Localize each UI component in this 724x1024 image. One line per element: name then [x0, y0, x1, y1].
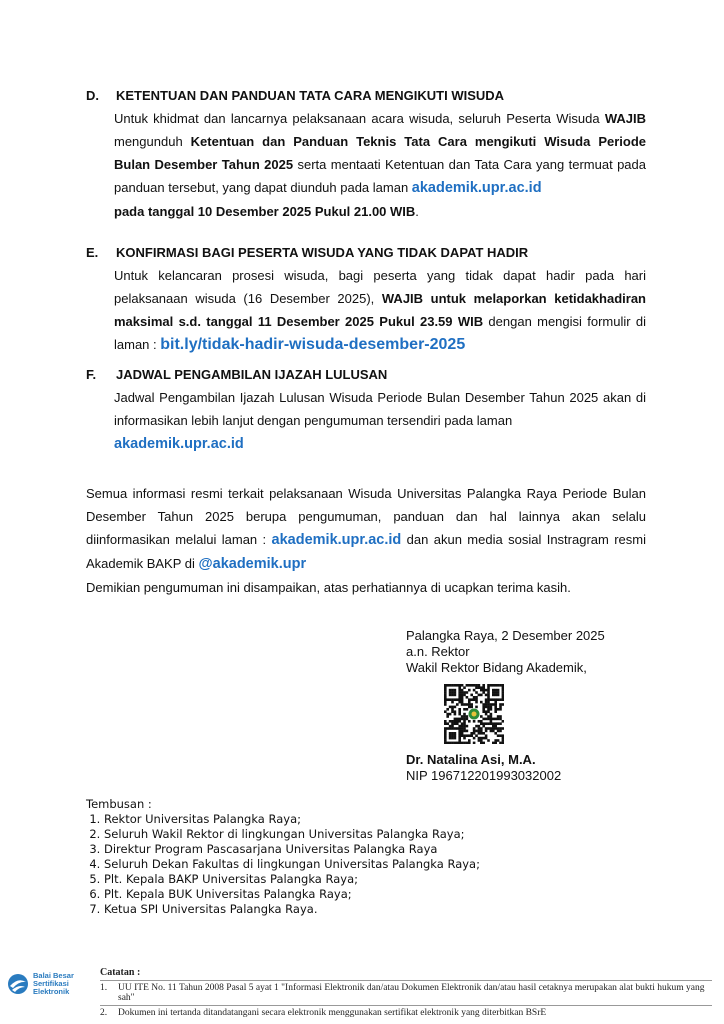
note-text: Dokumen ini tertanda ditandatangani secara elektronik menggunakan sertifikat elektronik yang diterbitkan BSrE: [118, 1008, 547, 1018]
instagram-link[interactable]: @akademik.upr: [198, 556, 307, 572]
list-item: 6. Plt. Kepala BUK Universitas Palangka Raya;: [104, 887, 480, 902]
section-f-title: JADWAL PENGAMBILAN IJAZAH LULUSAN: [116, 367, 388, 382]
bsre-logo: [6, 972, 74, 996]
signer-nip: NIP 196712201993032002: [406, 768, 562, 783]
akademik-link[interactable]: akademik.upr.ac.id: [411, 180, 542, 196]
catatan-block: [100, 968, 712, 1018]
text-span: Untuk kelancaran prosesi wisuda, bagi peserta yang tidak dapat hadir pada hari pelaksanaan wisuda (16 Desember 2025),: [114, 268, 646, 306]
text-span: dengan mengisi formulir di laman :: [114, 314, 646, 352]
tembusan-list: [86, 812, 480, 917]
section-e-body: [114, 264, 646, 356]
divider: [100, 980, 712, 981]
form-link[interactable]: bit.ly/tidak-hadir-wisuda-desember-2025: [160, 336, 466, 353]
text-span: Jadwal Pengambilan Ijazah Lulusan Wisuda Periode Bulan Desember Tahun 2025 akan di informasikan lebih lanjut dengan pengumuman tersendiri pada laman: [114, 390, 646, 428]
list-item: 7. Ketua SPI Universitas Palangka Raya.: [104, 902, 480, 917]
section-e-letter: E.: [86, 245, 99, 260]
section-f-heading: [86, 367, 646, 382]
logo-line: Balai Besar: [33, 971, 74, 980]
section-d-title: KETENTUAN DAN PANDUAN TATA CARA MENGIKUTI WISUDA: [116, 88, 505, 103]
akademik-link[interactable]: akademik.upr.ac.id: [114, 436, 244, 452]
place-date: Palangka Raya, 2 Desember 2025: [406, 628, 605, 643]
bold-span: Ketentuan dan Panduan Teknis Tata Cara mengikuti Wisuda Periode Bulan Desember Tahun 2025: [114, 134, 646, 172]
text-span: dan akun media sosial Instragram resmi Akademik BAKP di: [86, 532, 646, 571]
bold-span: pada tanggal 10 Desember 2025 Pukul 21.00 WIB: [114, 204, 416, 219]
closing-paragraph: [86, 482, 646, 576]
qr-code-signature: [444, 684, 504, 744]
note-number: 1.: [100, 983, 108, 993]
text-span: .: [415, 204, 419, 219]
bold-span: WAJIB untuk melaporkan ketidakhadiran maksimal s.d. tanggal 11 Desember 2025 Pukul 23.59 WIB: [114, 291, 646, 329]
bold-span: WAJIB: [604, 111, 646, 126]
section-d-body: [114, 107, 646, 223]
text-span: serta mentaati Ketentuan dan Tata Cara yang termuat pada panduan tersebut, yang dapat diunduh pada laman: [114, 157, 646, 195]
akademik-link[interactable]: akademik.upr.ac.id: [271, 532, 402, 548]
list-item: 3. Direktur Program Pascasarjana Universitas Palangka Raya: [104, 842, 480, 857]
list-item: 1. Rektor Universitas Palangka Raya;: [104, 812, 480, 827]
list-item: 2. Seluruh Wakil Rektor di lingkungan Universitas Palangka Raya;: [104, 827, 480, 842]
bsre-logo-text: [33, 972, 74, 996]
note-text: UU ITE No. 11 Tahun 2008 Pasal 5 ayat 1 "Informasi Elektronik dan/atau Dokumen Elektronik dan/atau hasil cetaknya merupakan alat bukti hukum yang sah": [118, 983, 705, 1003]
logo-line: Elektronik: [33, 987, 70, 996]
section-d-heading: [86, 88, 646, 103]
signature-header: [406, 628, 706, 676]
note-row: [100, 1008, 712, 1018]
section-f-letter: F.: [86, 367, 97, 382]
qr-code-icon: [444, 684, 504, 744]
qr-center-badge-core: [472, 712, 477, 717]
text-span: Semua informasi resmi terkait pelaksanaan Wisuda Universitas Palangka Raya Periode Bulan Desember Tahun 2025 berupa pengumuman, panduan dan hal lainnya akan selalu diinformasikan melalui laman :: [86, 486, 646, 547]
tembusan-title: Tembusan :: [86, 797, 152, 811]
footer: [0, 964, 724, 1024]
list-item: 5. Plt. Kepala BAKP Universitas Palangka Raya;: [104, 872, 480, 887]
section-e-title: KONFIRMASI BAGI PESERTA WISUDA YANG TIDAK DAPAT HADIR: [116, 245, 529, 260]
section-f-body: [114, 386, 646, 456]
note-number: 2.: [100, 1008, 108, 1018]
note-row: [100, 983, 712, 1003]
tembusan-block: [86, 797, 480, 917]
catatan-title: Catatan :: [100, 967, 141, 978]
signer-position: Wakil Rektor Bidang Akademik,: [406, 660, 587, 675]
logo-line: Sertifikasi: [33, 979, 69, 988]
signer-name: Dr. Natalina Asi, M.A.: [406, 752, 536, 767]
text-span: mengunduh: [114, 134, 191, 149]
list-item: 4. Seluruh Dekan Fakultas di lingkungan Universitas Palangka Raya;: [104, 857, 480, 872]
text-span: Untuk khidmat dan lancarnya pelaksanaan acara wisuda, seluruh Peserta Wisuda: [114, 111, 605, 126]
section-e: [86, 245, 646, 356]
signer-details: [406, 752, 706, 784]
divider: [100, 1005, 712, 1006]
section-d-letter: D.: [86, 88, 99, 103]
section-f: [86, 367, 646, 456]
an-rektor: a.n. Rektor: [406, 644, 470, 659]
bsre-logo-icon: [6, 973, 30, 995]
section-e-heading: [86, 245, 646, 260]
section-d: [86, 88, 646, 223]
thanks-line: Demikian pengumuman ini disampaikan, atas perhatiannya di ucapkan terima kasih.: [86, 580, 571, 595]
